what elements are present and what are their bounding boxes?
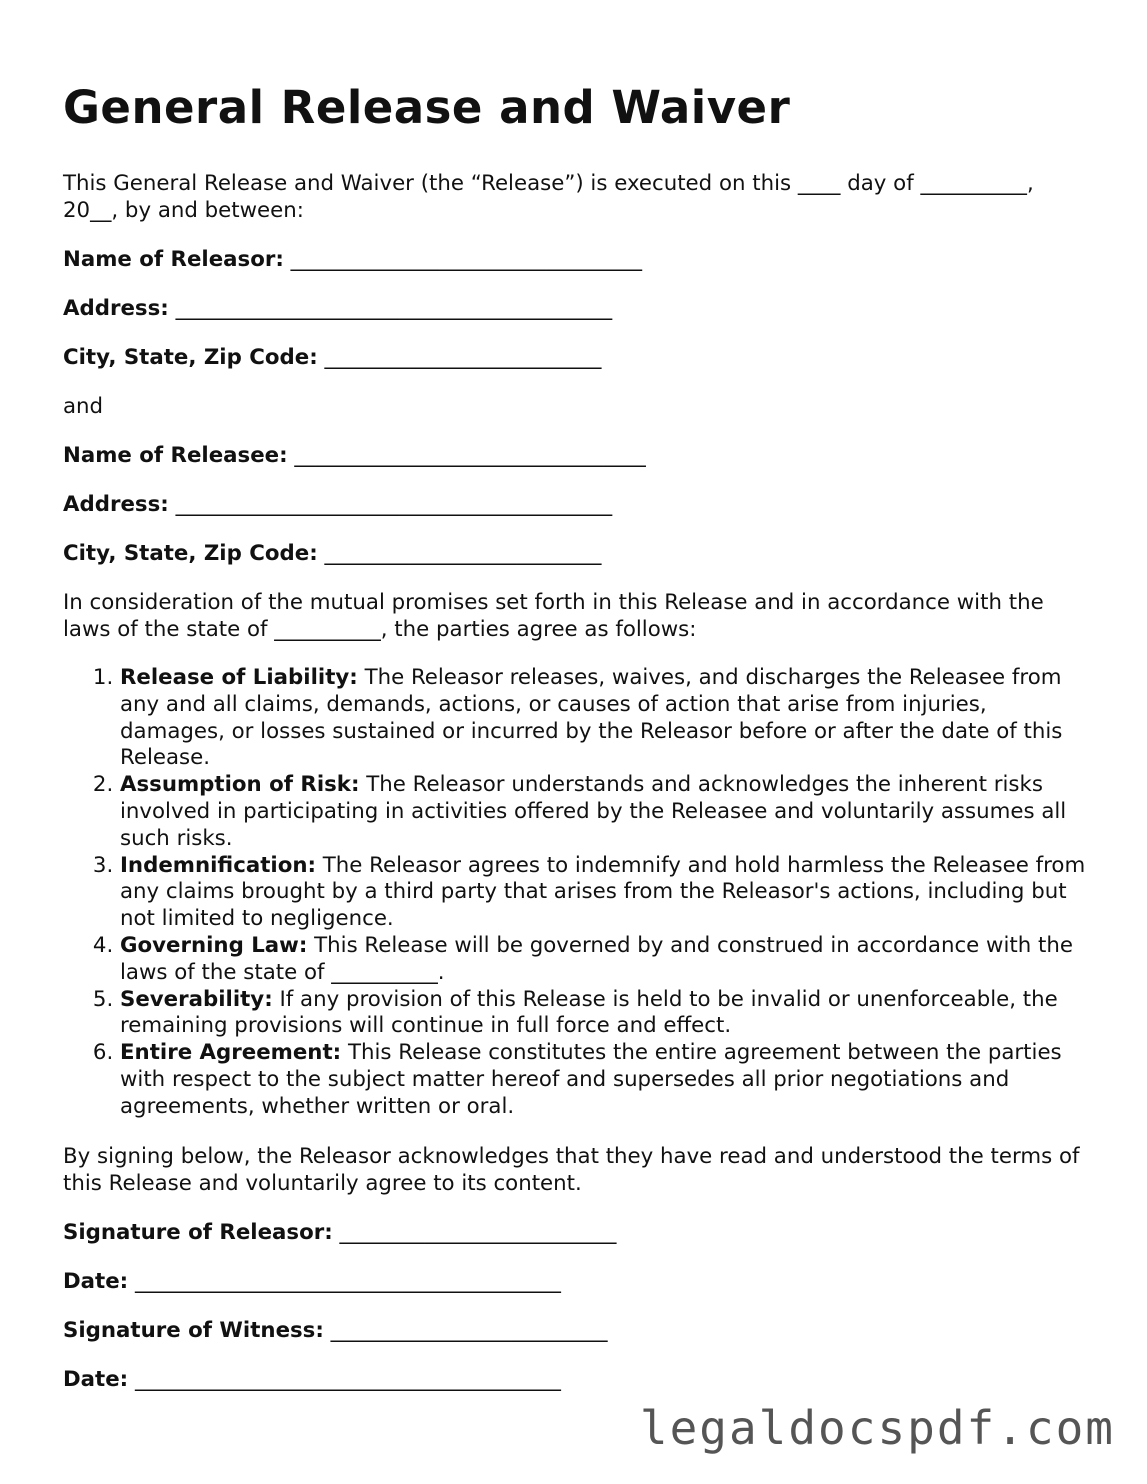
releasor-date-label: Date: [63, 1268, 129, 1294]
releasor-name-field [63, 246, 1093, 273]
document-title: General Release and Waiver [63, 81, 791, 134]
witness-signature-line[interactable]: __________________________ [330, 1317, 608, 1343]
provision-text: The Releasor agrees to indemnify and hold harmless the Releasee from any claims brought by a third party that arises from the Releasor's actions, including but not limited to negligence. [120, 852, 1086, 932]
provision-text: If any provision of this Release is held to be invalid or unenforceable, the remaining provisions will continue in full force and effect. [120, 986, 1058, 1039]
and-text: and [63, 394, 104, 419]
releasee-name-line[interactable]: _________________________________ [294, 443, 646, 468]
provisions-list [63, 665, 1093, 1121]
releasor-name-label: Name of Releasor: [63, 247, 284, 272]
releasor-city-label: City, State, Zip Code: [63, 345, 318, 370]
releasee-city-line[interactable]: __________________________ [324, 541, 602, 566]
watermark: legaldocspdf.com [639, 1401, 1115, 1455]
provision-text: This Release will be governed by and construed in accordance with the laws of the state of __________. [120, 932, 1073, 985]
provision-term: Release of Liability: [120, 665, 358, 690]
releasee-city-field [63, 540, 1093, 567]
provision-text: The Releasor understands and acknowledges the inherent risks involved in participating in activities offered by the Releasee and voluntarily assumes all such risks. [120, 772, 1067, 851]
releasor-name-line[interactable]: _________________________________ [290, 247, 643, 272]
provision-item [120, 772, 1093, 852]
witness-date-label: Date: [63, 1366, 129, 1392]
releasor-city-line[interactable]: __________________________ [324, 345, 602, 370]
closing-paragraph: By signing below, the Releasor acknowledges that they have read and understood the terms of this Release and voluntarily agree to its content. [63, 1143, 1080, 1196]
provision-item [120, 933, 1093, 987]
releasee-address-field [63, 491, 1093, 518]
provision-term: Severability: [120, 986, 273, 1012]
provision-text: The Releasor releases, waives, and discharges the Releasee from any and all claims, demands, actions, or causes of action that arise from injuries, damages, or losses sustained or incurred by the Releasor before or after the date of this Release. [120, 665, 1063, 771]
releasor-address-label: Address: [63, 296, 169, 321]
witness-signature-label: Signature of Witness: [63, 1317, 324, 1343]
releasor-signature-label: Signature of Releasor: [63, 1219, 333, 1245]
releasee-city-label: City, State, Zip Code: [63, 541, 318, 566]
releasee-name-field [63, 442, 1093, 469]
provision-term: Indemnification: [120, 852, 316, 878]
witness-date-line[interactable]: ________________________________________ [134, 1366, 561, 1392]
releasee-address-label: Address: [63, 492, 169, 517]
provision-item [120, 853, 1093, 933]
provision-term: Governing Law: [120, 932, 308, 958]
releasee-name-label: Name of Releasee: [63, 443, 288, 468]
releasor-signature-line[interactable]: __________________________ [339, 1219, 617, 1245]
provision-term: Assumption of Risk: [120, 772, 360, 798]
provision-text: This Release constitutes the entire agreement between the parties with respect to the subject matter hereof and supersedes all prior negotiations and agreements, whether written or oral. [120, 1040, 1062, 1119]
releasor-address-line[interactable]: _________________________________________ [175, 296, 613, 321]
releasor-date-field [63, 1268, 1093, 1295]
releasor-signature-field [63, 1219, 1093, 1246]
provision-term: Entire Agreement: [120, 1040, 342, 1066]
provision-item [120, 665, 1093, 772]
consideration-paragraph: In consideration of the mutual promises set forth in this Release and in accordance with the laws of the state of __________, the parties agree as follows: [63, 590, 1044, 642]
releasor-date-line[interactable]: ________________________________________ [134, 1268, 561, 1294]
witness-date-field [63, 1366, 1093, 1393]
witness-signature-field [63, 1317, 1093, 1344]
provision-item [120, 1040, 1093, 1120]
document-page [63, 82, 1093, 1415]
releasee-address-line[interactable]: _________________________________________ [175, 492, 613, 517]
releasor-address-field [63, 295, 1093, 322]
provision-item [120, 987, 1093, 1041]
releasor-city-field [63, 344, 1093, 371]
intro-paragraph: This General Release and Waiver (the “Release”) is executed on this ____ day of __________, 20__, by and between: [63, 171, 1034, 223]
